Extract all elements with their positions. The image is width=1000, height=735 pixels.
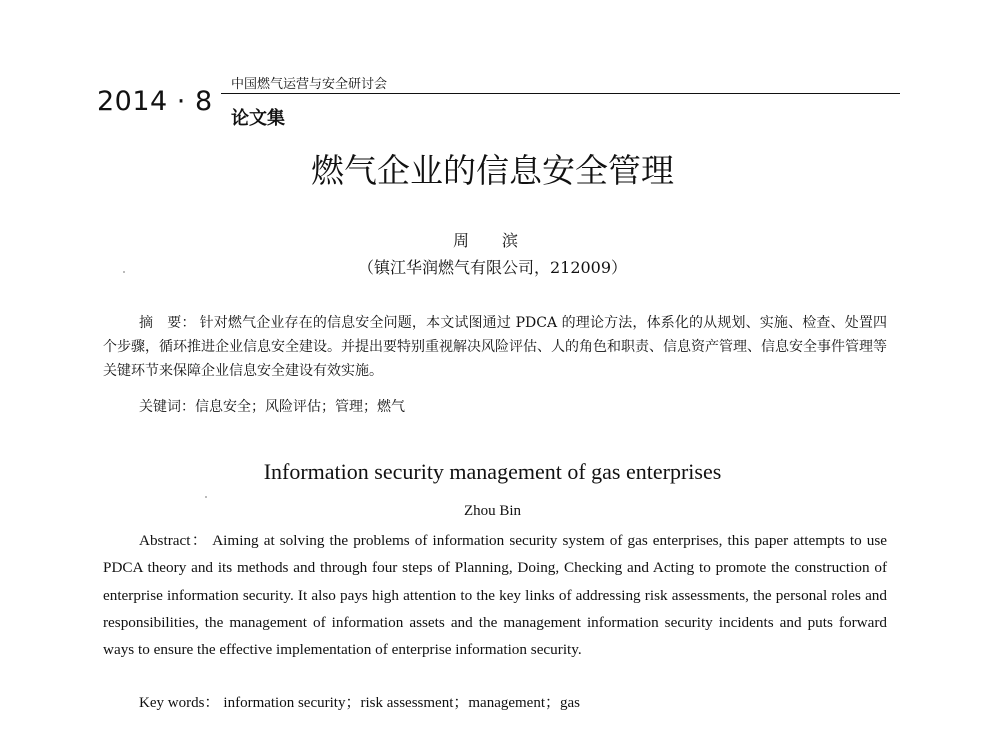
keywords-chinese-text: 信息安全；风险评估；管理；燃气 [195, 399, 405, 415]
abstract-chinese-label: 摘 要： [139, 315, 196, 331]
collection-label: 论文集 [231, 108, 285, 129]
scan-speck [123, 271, 125, 273]
paper-title-english: Information security management of gas enterprises [263, 459, 722, 484]
scan-speck [205, 496, 207, 498]
author-chinese: 周 滨 [452, 231, 533, 250]
header-rule [221, 93, 900, 94]
conference-name: 中国燃气运营与安全研讨会 [231, 77, 388, 92]
abstract-english-label: Abstract： [139, 532, 209, 549]
page-header [0, 0, 1000, 130]
keywords-english-text: information security；risk assessment；management；gas [223, 695, 580, 711]
author-english: Zhou Bin [463, 503, 522, 519]
paper-title-chinese: 燃气企业的信息安全管理 [311, 151, 674, 190]
abstract-chinese-text: 针对燃气企业存在的信息安全问题，本文试图通过 PDCA 的理论方法，体系化的从规划、实施、检查、处置四个步骤，循环推进企业信息安全建设。并提出要特别重视解决风险评估、人的角色和职责、信息资产管理、信息安全事件管理等关键环节来保障企业信息安全建设有效实施。 [103, 315, 888, 379]
keywords-chinese-label: 关键词： [139, 399, 195, 415]
keywords-chinese [139, 396, 899, 416]
affiliation-chinese: （镇江华润燃气有限公司，212009） [357, 258, 628, 277]
keywords-english-label: Key words： [139, 695, 220, 711]
abstract-chinese [103, 311, 887, 383]
year-issue: 2014 · 8 [97, 86, 213, 117]
keywords-english [139, 691, 899, 712]
abstract-english-text: Aiming at solving the problems of information security system of gas enterprises, this paper attempts to use PDCA theory and its methods and through four steps of Planning, Doing, Checking and Acting to promote the construction of enterprise information security. It also pays high attention to the key links of addressing risk assessments, the personal roles and responsibilities, the management of information assets and the management information security incidents and puts forward ways to ensure the effective implementation of enterprise information security. [103, 532, 887, 659]
abstract-english [103, 527, 887, 663]
